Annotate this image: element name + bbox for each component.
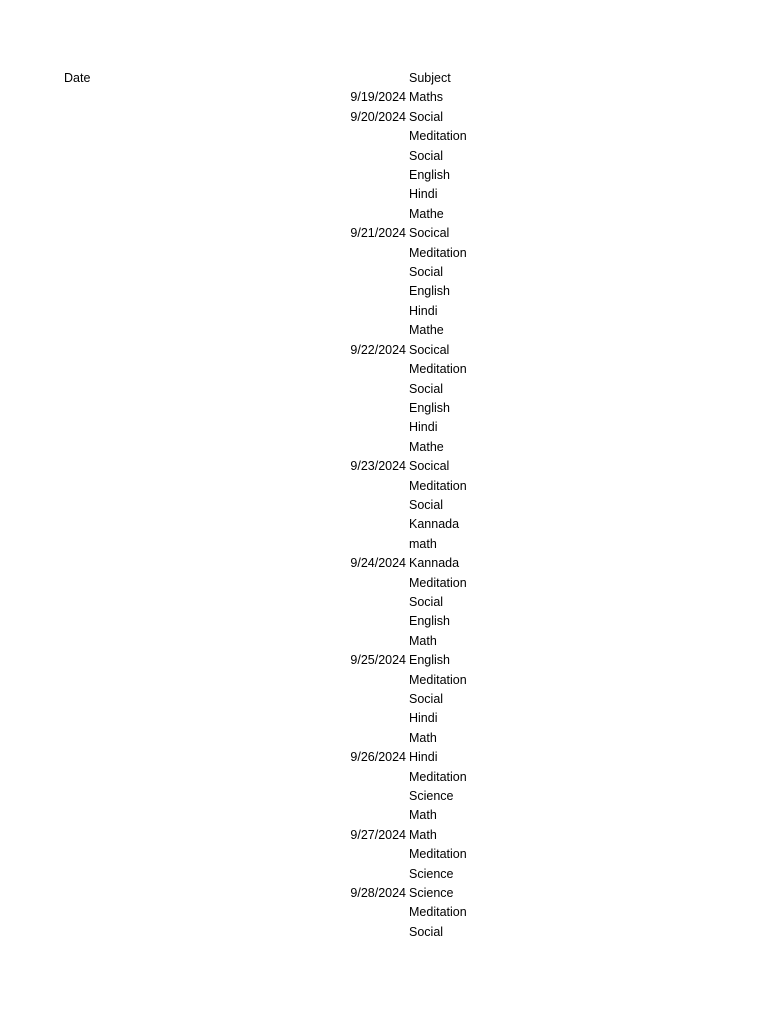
subject-cell: Math (409, 827, 437, 842)
subject-cell: Kannada (409, 517, 460, 532)
subject-cell: Social (409, 924, 444, 939)
subject-cell: Science (409, 886, 454, 901)
table-row (0, 263, 768, 282)
table-row (0, 224, 768, 243)
table-row (0, 554, 768, 573)
subject-cell: Hindi (409, 750, 438, 765)
table-row (0, 709, 768, 728)
subject-cell: Social (409, 594, 444, 609)
table-row (0, 923, 768, 942)
subject-cell: Meditation (409, 847, 467, 862)
table-row (0, 166, 768, 185)
table-row (0, 903, 768, 922)
date-cell: 9/22/2024 (350, 342, 406, 357)
subject-cell: Kannada (409, 556, 460, 571)
subject-cell: Hindi (409, 187, 438, 202)
subject-cell: Social (409, 109, 444, 124)
table-row (0, 748, 768, 767)
subject-cell: Math (409, 808, 437, 823)
date-cell: 9/21/2024 (350, 226, 406, 241)
table-row (0, 690, 768, 709)
table-row (0, 671, 768, 690)
table-row (0, 865, 768, 884)
subject-cell: Meditation (409, 478, 467, 493)
table-row (0, 127, 768, 146)
table-row (0, 438, 768, 457)
subject-cell: Mathe (409, 439, 444, 454)
table-row (0, 632, 768, 651)
table-row (0, 205, 768, 224)
subject-cell: Social (409, 497, 444, 512)
table-row (0, 612, 768, 631)
date-cell: 9/27/2024 (350, 827, 406, 842)
table-row (0, 147, 768, 166)
subject-cell: English (409, 653, 450, 668)
date-cell: 9/26/2024 (350, 750, 406, 765)
subject-cell: Mathe (409, 206, 444, 221)
subject-cell: Meditation (409, 362, 467, 377)
subject-cell: Meditation (409, 575, 467, 590)
table-row (0, 574, 768, 593)
subject-cell: English (409, 614, 450, 629)
table-row (0, 477, 768, 496)
subject-cell: Hindi (409, 711, 438, 726)
table-row (0, 360, 768, 379)
subject-cell: Socical (409, 342, 450, 357)
subject-cell: Hindi (409, 420, 438, 435)
subject-cell: Meditation (409, 245, 467, 260)
table-row (0, 185, 768, 204)
table-row (0, 496, 768, 515)
subject-cell: Meditation (409, 129, 467, 144)
table-row (0, 282, 768, 301)
subject-cell: English (409, 168, 450, 183)
subject-cell: Social (409, 265, 444, 280)
table-row (0, 88, 768, 107)
subject-cell: Hindi (409, 303, 438, 318)
date-cell: 9/28/2024 (350, 886, 406, 901)
subject-cell: Math (409, 633, 437, 648)
table-row (0, 108, 768, 127)
table-row (0, 244, 768, 263)
table-row (0, 535, 768, 554)
date-cell: 9/23/2024 (350, 459, 406, 474)
date-cell: 9/25/2024 (350, 653, 406, 668)
subject-cell: Meditation (409, 672, 467, 687)
subject-cell: Science (409, 866, 454, 881)
table-row (0, 457, 768, 476)
date-cell: 9/19/2024 (350, 90, 406, 105)
table-row (0, 787, 768, 806)
subject-cell: Mathe (409, 323, 444, 338)
subject-cell: Meditation (409, 769, 467, 784)
subject-cell: English (409, 284, 450, 299)
date-column-header: Date (64, 71, 91, 85)
table-row (0, 826, 768, 845)
table-row (0, 768, 768, 787)
table-row (0, 651, 768, 670)
header-row (0, 69, 768, 88)
subject-cell: Socical (409, 226, 450, 241)
subject-cell: math (409, 536, 437, 551)
date-cell: 9/24/2024 (350, 556, 406, 571)
table-row (0, 593, 768, 612)
subject-cell: Social (409, 692, 444, 706)
spreadsheet-sheet (0, 69, 768, 942)
table-row (0, 321, 768, 340)
subject-cell: Maths (409, 90, 444, 105)
subject-cell: Social (409, 148, 444, 163)
subject-cell: Social (409, 381, 444, 396)
subject-cell: Math (409, 730, 437, 745)
table-row (0, 845, 768, 864)
table-row (0, 399, 768, 418)
subject-cell: English (409, 400, 450, 415)
subject-cell: Meditation (409, 905, 467, 920)
table-row (0, 515, 768, 534)
table-body (0, 88, 768, 942)
table-row (0, 729, 768, 748)
date-cell: 9/20/2024 (350, 109, 406, 124)
subject-cell: Science (409, 789, 454, 804)
table-row (0, 806, 768, 825)
table-row (0, 418, 768, 437)
table-row (0, 341, 768, 360)
table-row (0, 302, 768, 321)
subject-cell: Socical (409, 459, 450, 474)
table-row (0, 884, 768, 903)
subject-column-header: Subject (409, 71, 451, 85)
table-row (0, 380, 768, 399)
